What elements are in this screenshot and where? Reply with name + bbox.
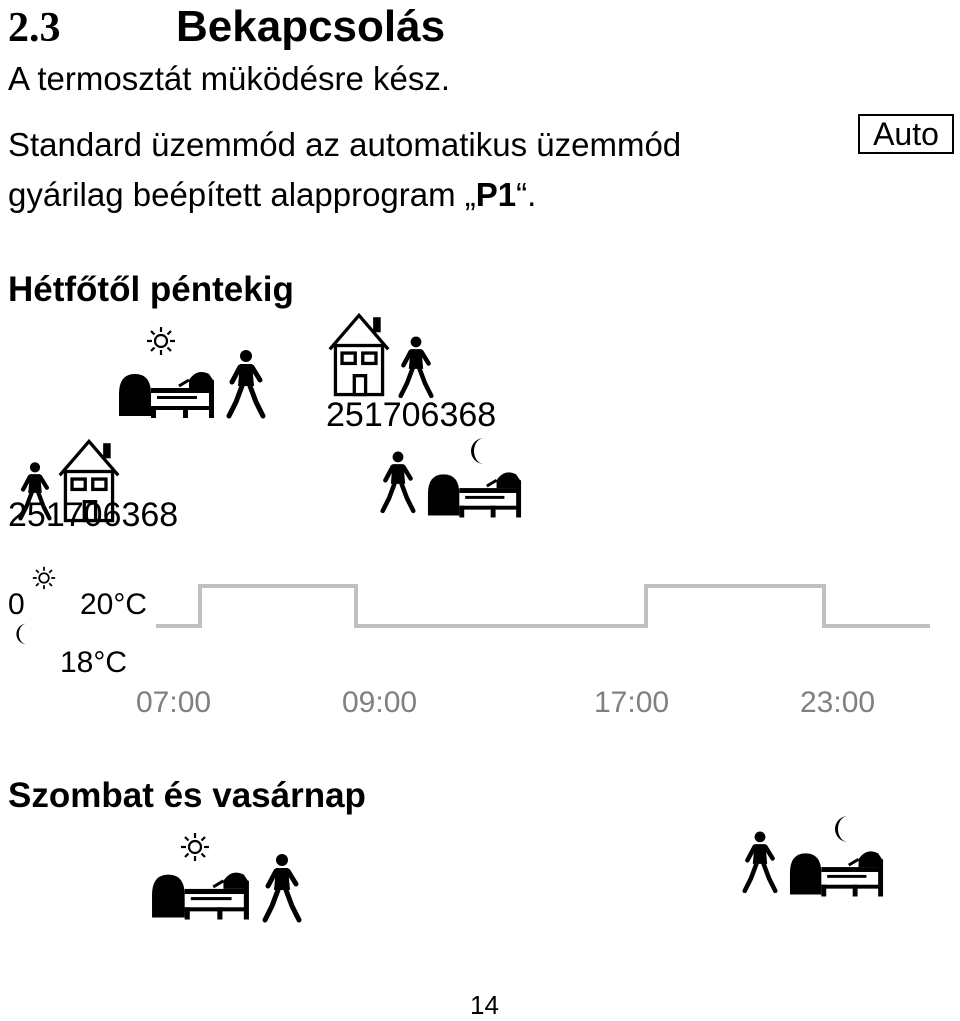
time-label: 17:00: [594, 686, 670, 719]
time-label: 09:00: [342, 686, 418, 719]
zero-label: 0: [8, 588, 25, 621]
icon-code-label: 251706368: [326, 396, 497, 434]
icon-code-label: 251706368: [8, 496, 179, 534]
high-temp-label: 20°C: [80, 588, 148, 621]
sun-icon: [180, 832, 210, 862]
bed-icon: [150, 866, 252, 920]
section-title: Bekapcsolás: [176, 2, 446, 51]
weekday-heading: Hétfőtől péntekig: [8, 270, 294, 309]
bed-icon: [788, 844, 886, 898]
program-suffix: “.: [516, 176, 537, 213]
weekend-heading: Szombat és vasárnap: [8, 776, 366, 815]
program-prefix: gyárilag beépített alapprogram „: [8, 176, 476, 213]
moon-icon: [830, 814, 854, 844]
time-label: 23:00: [800, 686, 876, 719]
intro-line-standard-mode: Standard üzemmód az automatikus üzemmód: [8, 126, 682, 163]
section-number: 2.3: [8, 5, 61, 51]
low-temp-label: 18°C: [60, 646, 128, 679]
walking-person-icon: [742, 830, 778, 896]
walking-person-icon: [262, 854, 302, 924]
auto-mode-badge: Auto: [858, 114, 954, 154]
time-label: 07:00: [136, 686, 212, 719]
intro-line-ready: A termosztát müködésre kész.: [8, 60, 451, 97]
page-number: 14: [470, 990, 499, 1020]
program-name: P1: [475, 176, 517, 213]
